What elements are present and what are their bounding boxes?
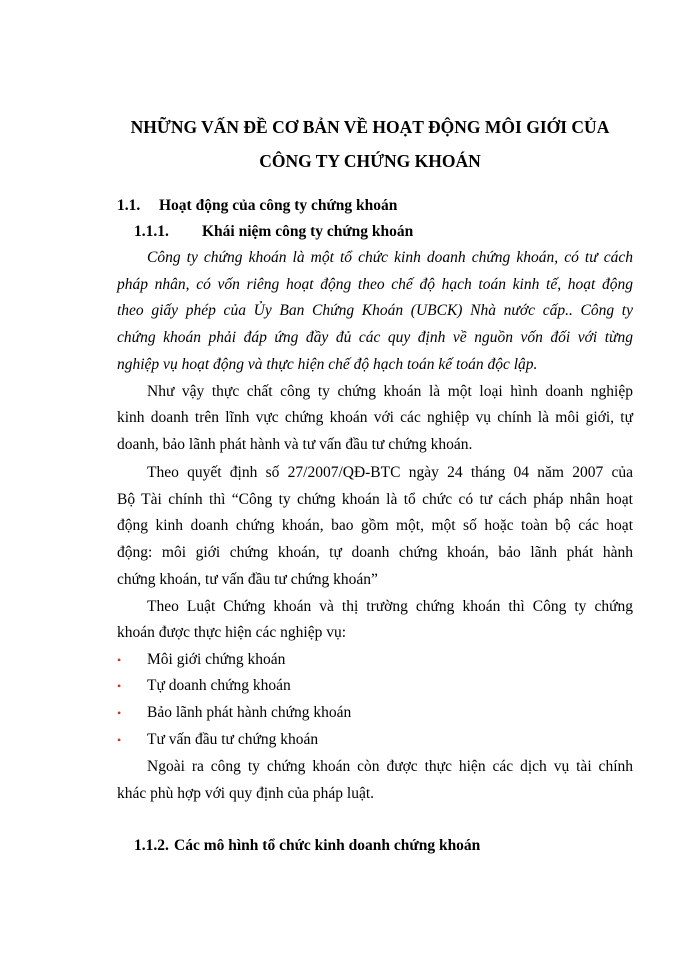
paragraph-line: động kinh doanh chứng khoán, bao gồm một, một số hoặc toàn bộ các hoạt <box>117 517 633 534</box>
bullet-icon: • <box>117 653 122 667</box>
paragraph-line: Theo Luật Chứng khoán và thị trường chứng khoán thì Công ty chứng <box>147 598 633 615</box>
list-item: Môi giới chứng khoán <box>147 651 286 668</box>
paragraph-line: khác phù hợp với quy định của pháp luật. <box>117 785 375 802</box>
italic-paragraph-line: Công ty chứng khoán là một tổ chức kinh doanh chứng khoán, có tư cách <box>147 249 633 266</box>
paragraph-line: kinh doanh trên lĩnh vực chứng khoán với các nghiệp vụ chính là môi giới, tự <box>117 409 633 426</box>
section-heading-1-1 <box>117 196 397 216</box>
paragraph-line: Ngoài ra công ty chứng khoán còn được thực hiện các dịch vụ tài chính <box>147 758 633 775</box>
section-title: Hoạt động của công ty chứng khoán <box>159 197 398 214</box>
section-title: Các mô hình tổ chức kinh doanh chứng khoán <box>174 837 481 854</box>
section-heading-1-1-1 <box>134 222 413 242</box>
italic-paragraph-line: theo giấy phép của Ủy Ban Chứng Khoán (UBCK) Nhà nước cấp.. Công ty <box>117 302 633 319</box>
document-title-line-2: CÔNG TY CHỨNG KHOÁN <box>259 151 481 171</box>
section-number: 1.1.2. <box>134 837 169 854</box>
bullet-icon: • <box>117 733 122 747</box>
paragraph-line: khoán được thực hiện các nghiệp vụ: <box>117 624 347 641</box>
list-item: Tự doanh chứng khoán <box>147 677 291 694</box>
paragraph-line: Bộ Tài chính thì “Công ty chứng khoán là tổ chức có tư cách pháp nhân hoạt <box>117 491 633 508</box>
section-heading-1-1-2 <box>134 836 480 856</box>
list-item: Tư vấn đầu tư chứng khoán <box>147 731 319 748</box>
italic-paragraph-line: nghiệp vụ hoạt động và thực hiện chế độ hạch toán kế toán độc lập. <box>117 356 538 373</box>
paragraph-line: Như vậy thực chất công ty chứng khoán là một loại hình doanh nghiệp <box>147 383 633 400</box>
italic-paragraph-line: chứng khoán phải đáp ứng đầy đủ các quy định về nguồn vốn đối với từng <box>117 329 633 346</box>
italic-paragraph-line: pháp nhân, có vốn riêng hoạt động theo chế độ hạch toán kinh tế, hoạt động <box>117 276 633 293</box>
paragraph-line: động: môi giới chứng khoán, tự doanh chứng khoán, bảo lãnh phát hành <box>117 544 633 561</box>
list-item: Bảo lãnh phát hành chứng khoán <box>147 704 352 721</box>
section-title: Khái niệm công ty chứng khoán <box>202 223 414 240</box>
bullet-icon: • <box>117 679 122 693</box>
paragraph-line: chứng khoán, tư vấn đầu tư chứng khoán” <box>117 571 378 588</box>
paragraph-line: doanh, bảo lãnh phát hành và tư vấn đầu tư chứng khoán. <box>117 436 473 453</box>
bullet-icon: • <box>117 706 122 720</box>
section-number: 1.1. <box>117 197 141 214</box>
document-title-line-1: NHỮNG VẤN ĐỀ CƠ BẢN VỀ HOẠT ĐỘNG MÔI GIỚI CỦA <box>130 117 610 137</box>
section-number: 1.1.1. <box>134 223 169 240</box>
paragraph-line: Theo quyết định số 27/2007/QĐ-BTC ngày 24 tháng 04 năm 2007 của <box>147 464 633 481</box>
